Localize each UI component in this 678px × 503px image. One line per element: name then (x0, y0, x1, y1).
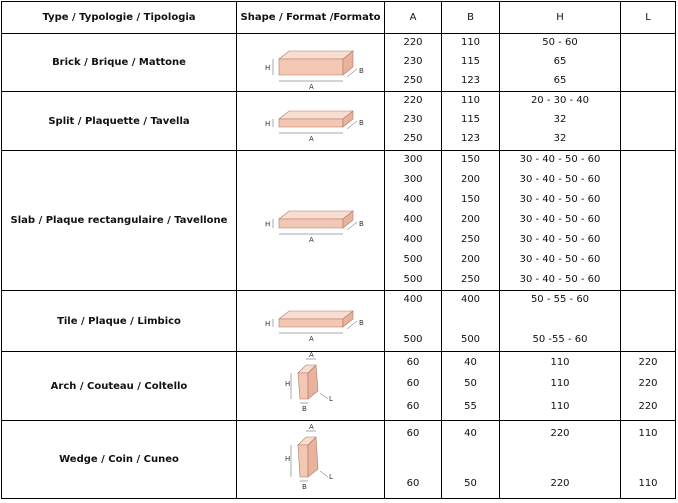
dim-label-a: A (308, 235, 314, 244)
value-h: 50 -55 - 60 (532, 334, 588, 345)
value-cell-b (442, 151, 500, 291)
value-a: 300 (403, 154, 423, 165)
dim-label-a: A (308, 82, 314, 91)
shape-cell (237, 291, 385, 352)
type-cell: Split / Plaquette / Tavella (2, 92, 237, 151)
type-cell: Arch / Couteau / Coltello (2, 352, 237, 421)
value-a: 500 (403, 254, 423, 265)
value-h: 110 (550, 357, 570, 368)
shape-cell (237, 151, 385, 291)
header-shape: Shape / Format /Formato (237, 2, 385, 34)
value-cell-h (500, 352, 621, 421)
header-a: A (385, 2, 442, 34)
arch-shape-icon (276, 351, 346, 415)
value-b: 115 (460, 114, 481, 125)
value-a: 500 (403, 274, 423, 285)
dim-label-a: A (308, 351, 314, 359)
dimensions-table (1, 1, 676, 499)
dimensions-table-container (1, 1, 677, 502)
value-a: 400 (403, 194, 423, 205)
value-b: 115 (460, 56, 481, 67)
value-cell-b (442, 291, 500, 352)
value-h: 50 - 55 - 60 (530, 294, 590, 305)
table-header-row (2, 2, 676, 34)
value-a: 230 (403, 56, 423, 67)
value-cell-h (500, 291, 621, 352)
value-cell-a (385, 92, 442, 151)
dim-label-b: B (358, 319, 364, 327)
shape-cell (237, 34, 385, 92)
value-b: 200 (460, 254, 481, 265)
dim-label-h: H (264, 63, 270, 72)
value-b: 123 (460, 75, 481, 86)
type-cell: Slab / Plaque rectangulaire / Tavellone (2, 151, 237, 291)
value-b: 110 (460, 37, 481, 48)
dim-label-h: H (284, 454, 290, 463)
table-row (2, 291, 676, 352)
value-cell-h (500, 34, 621, 92)
value-cell-b (442, 421, 500, 499)
value-h: 30 - 40 - 50 - 60 (519, 234, 601, 245)
value-a: 250 (403, 133, 423, 144)
value-b: 150 (460, 154, 481, 165)
value-cell-l (621, 92, 676, 151)
header-type: Type / Typologie / Tipologia (2, 2, 237, 34)
value-b: 50 (464, 378, 477, 389)
value-b: 110 (460, 95, 481, 106)
dim-label-b: B (301, 482, 307, 491)
value-a: 230 (403, 114, 423, 125)
value-h: 30 - 40 - 50 - 60 (519, 254, 601, 265)
value-b: 40 (464, 357, 477, 368)
value-a: 60 (406, 357, 420, 368)
header-b: B (442, 2, 500, 34)
value-cell-b (442, 92, 500, 151)
value-b: 150 (460, 194, 481, 205)
type-cell: Tile / Plaque / Limbico (2, 291, 237, 352)
dim-label-b: B (358, 66, 364, 75)
shape-cell (237, 352, 385, 421)
value-cell-h (500, 151, 621, 291)
value-cell-b (442, 34, 500, 92)
shape-cell (237, 92, 385, 151)
value-b: 250 (460, 234, 481, 245)
value-cell-l (621, 352, 676, 421)
value-h: 30 - 40 - 50 - 60 (519, 274, 601, 285)
value-cell-a (385, 151, 442, 291)
value-l: 220 (638, 357, 658, 368)
table-row (2, 92, 676, 151)
value-cell-l (621, 34, 676, 92)
value-h: 32 (553, 133, 567, 144)
value-h: 65 (553, 56, 567, 67)
value-a: 400 (403, 234, 423, 245)
value-h: 65 (553, 75, 567, 86)
value-h: 30 - 40 - 50 - 60 (519, 214, 601, 225)
value-cell-a (385, 291, 442, 352)
dim-label-b: B (358, 219, 364, 228)
dim-label-h: H (284, 380, 290, 388)
value-cell-h (500, 421, 621, 499)
dim-label-h: H (264, 220, 270, 228)
value-cell-b (442, 352, 500, 421)
dim-label-b: B (358, 119, 364, 127)
value-l: 220 (638, 378, 658, 389)
value-cell-l (621, 421, 676, 499)
value-cell-a (385, 352, 442, 421)
value-cell-a (385, 34, 442, 92)
value-b: 40 (464, 428, 477, 439)
header-l: L (621, 2, 676, 34)
value-h: 30 - 40 - 50 - 60 (519, 154, 601, 165)
brick-shape-icon (251, 41, 371, 91)
value-b: 55 (464, 401, 477, 412)
value-cell-h (500, 92, 621, 151)
dim-label-a: A (308, 335, 314, 343)
value-a: 60 (406, 378, 420, 389)
value-cell-l (621, 151, 676, 291)
value-h: 220 (550, 428, 570, 439)
dim-label-a: A (308, 135, 314, 143)
slab-shape-icon (251, 199, 371, 243)
tile-shape-icon (251, 299, 371, 343)
value-cell-l (621, 291, 676, 352)
value-l: 110 (638, 478, 658, 489)
value-b: 50 (464, 478, 477, 489)
value-a: 250 (403, 75, 423, 86)
value-h: 110 (550, 401, 570, 412)
value-a: 60 (406, 428, 420, 439)
value-a: 220 (403, 37, 423, 48)
value-l: 220 (638, 401, 658, 412)
dim-label-h: H (264, 320, 270, 328)
table-row (2, 34, 676, 92)
value-a: 60 (406, 401, 420, 412)
dim-label-h: H (264, 120, 270, 128)
value-h: 30 - 40 - 50 - 60 (519, 174, 601, 185)
value-cell-a (385, 421, 442, 499)
wedge-shape-icon (276, 422, 346, 493)
type-cell: Brick / Brique / Mattone (2, 34, 237, 92)
value-b: 250 (460, 274, 481, 285)
value-b: 123 (460, 133, 481, 144)
dim-label-l: L (328, 395, 333, 403)
value-h: 220 (550, 478, 570, 489)
header-h: H (500, 2, 621, 34)
value-b: 400 (460, 294, 481, 305)
type-cell: Wedge / Coin / Cuneo (2, 421, 237, 499)
value-a: 500 (403, 334, 423, 345)
value-h: 30 - 40 - 50 - 60 (519, 194, 601, 205)
value-a: 60 (406, 478, 420, 489)
value-a: 300 (403, 174, 423, 185)
split-shape-icon (251, 99, 371, 143)
value-a: 400 (403, 294, 423, 305)
table-row (2, 421, 676, 499)
table-row (2, 352, 676, 421)
value-l: 110 (638, 428, 658, 439)
dim-label-a: A (308, 422, 314, 431)
dim-label-l: L (328, 472, 333, 481)
shape-cell (237, 421, 385, 499)
value-h: 20 - 30 - 40 (530, 95, 590, 106)
value-b: 200 (460, 214, 481, 225)
value-h: 50 - 60 (542, 37, 578, 48)
value-a: 220 (403, 95, 423, 106)
value-b: 200 (460, 174, 481, 185)
value-h: 110 (550, 378, 570, 389)
value-h: 32 (553, 114, 567, 125)
dim-label-b: B (301, 405, 307, 413)
value-a: 400 (403, 214, 423, 225)
table-row (2, 151, 676, 291)
value-b: 500 (460, 334, 481, 345)
